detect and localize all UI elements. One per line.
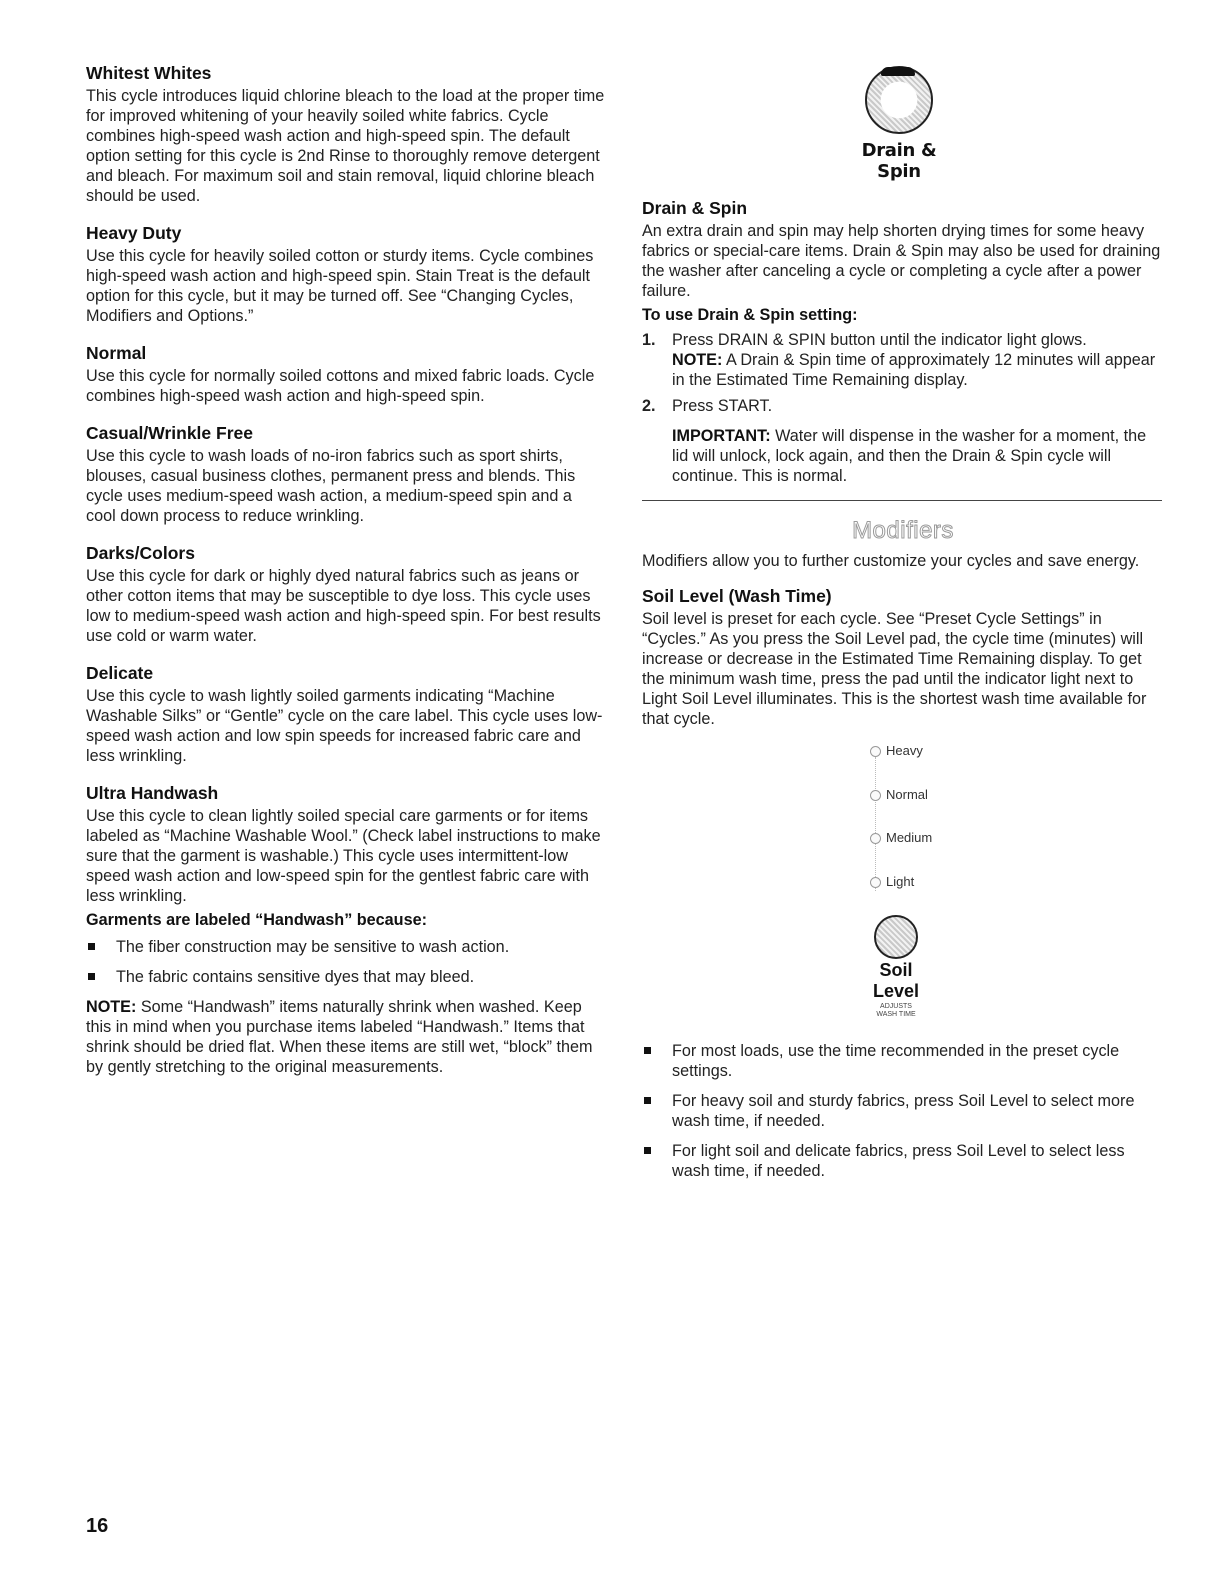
modifiers-heading: Modifiers: [852, 517, 954, 544]
section-whitest-whites: [86, 62, 606, 206]
note-text: Some “Handwash” items naturally shrink when washed. Keep this in mind when you purchase items labeled “Handwash.” Items that shrink should be dried flat. When these items are still wet, “block” them by gently stretching to the original measurements.: [86, 998, 593, 1076]
note-label: NOTE:: [86, 998, 137, 1016]
bullet-icon: [88, 973, 95, 980]
drain-spin-steps: [642, 330, 1164, 486]
section-title: Normal: [86, 343, 147, 363]
section-body: Use this cycle for dark or highly dyed natural fabrics such as jeans or other cotton items that may be susceptible to dye loss. This cycle uses low to medium-speed wash action and high-speed spin. For best results use cold or warm water.: [86, 567, 601, 645]
section-title: Ultra Handwash: [86, 783, 219, 803]
list-item: The fiber construction may be sensitive to wash action.: [86, 937, 606, 957]
bullet-icon: [644, 1097, 651, 1104]
section-ultra-handwash: [86, 782, 606, 906]
soil-knob-sub-2: WASH TIME: [876, 1011, 916, 1018]
section-body: Use this cycle to wash loads of no-iron fabrics such as sport shirts, blouses, casual business clothes, permanent press and blends. This cycle uses medium-speed wash action, a medium-speed spin and a cool down process to reduce wrinkling.: [86, 447, 576, 525]
knob-indicator: [881, 67, 915, 76]
section-title: Heavy Duty: [86, 223, 182, 243]
list-item: The fabric contains sensitive dyes that may bleed.: [86, 967, 606, 987]
step-item: 2. Press START. IMPORTANT: Water will dispense in the washer for a moment, the lid will unlock, lock again, and then the Drain & Spin cycle will continue. This is normal.: [642, 397, 1147, 485]
handwash-note: [86, 997, 606, 1077]
soil-level-knob-icon: [874, 915, 918, 959]
section-heavy-duty: [86, 222, 606, 326]
section-body: Use this cycle for heavily soiled cotton or sturdy items. Cycle combines high-speed wash action and high-speed spin. Stain Treat is the default option for this cycle, but it may be turned off. See “Changing Cycles, Modifiers and Options.”: [86, 247, 594, 325]
step-item: 1. Press DRAIN & SPIN button until the indicator light glows. NOTE: A Drain & Spin time of approximately 12 minutes will appear in the Estimated Time Remaining display.: [642, 331, 1156, 389]
soil-level-body: Soil level is preset for each cycle. See “Preset Cycle Settings” in “Cycles.” As you press the Soil Level pad, the cycle time (minutes) will increase or decrease in the Estimated Time Remaining display. To get the minimum wash time, press the pad until the indicator light next to Light Soil Level illuminates. This is the shortest wash time available for that cycle.: [642, 610, 1147, 728]
indicator-track: [875, 757, 876, 891]
drain-spin-title: Drain & Spin: [642, 198, 748, 218]
list-item: For most loads, use the time recommended in the preset cycle settings.: [642, 1041, 1164, 1081]
bullet-icon: [644, 1147, 651, 1154]
indicator-light-icon: [870, 790, 881, 801]
section-delicate: [86, 662, 606, 766]
soil-knob-label-1: Soil: [879, 960, 913, 980]
soil-knob-sub-1: ADJUSTS: [880, 1003, 912, 1010]
modifiers-intro: Modifiers allow you to further customize your cycles and save energy.: [642, 552, 1140, 570]
handwash-heading: Garments are labeled “Handwash” because:: [86, 911, 427, 929]
left-column: [86, 62, 606, 1077]
section-body: Use this cycle to clean lightly soiled special care garments or for items labeled as “Machine Washable Wool.” (Check label instructions to make sure that the garment is washable.) This cycle uses intermittent-low speed wash action and low-speed spin for the gentlest fabric care with less wrinkling.: [86, 807, 601, 905]
indicator-light-icon: [870, 746, 881, 757]
section-body: This cycle introduces liquid chlorine bleach to the load at the proper time for improved whitening of your heavily soiled white fabrics. Cycle combines high-speed wash action and high-speed spin. The default option setting for this cycle is 2nd Rinse to thoroughly remove detergent and bleach. For maximum soil and stain removal, liquid chlorine bleach should be used.: [86, 87, 605, 205]
drain-spin-knob-figure: [844, 66, 954, 182]
soil-indicator-medium: Medium: [870, 830, 932, 845]
drain-spin-body: An extra drain and spin may help shorten drying times for some heavy fabrics or special-care items. Drain & Spin may also be used for draining the washer after canceling a cycle or completing a cycle after a power failure.: [642, 222, 1161, 300]
bullet-icon: [644, 1047, 651, 1054]
right-column: [642, 197, 1164, 1191]
soil-level-diagram: [870, 743, 1010, 1033]
section-title: Casual/Wrinkle Free: [86, 423, 253, 443]
soil-level-tips: [642, 1041, 1164, 1181]
bullet-icon: [88, 943, 95, 950]
section-title: Darks/Colors: [86, 543, 195, 563]
soil-indicator-light: Light: [870, 874, 914, 889]
section-normal: [86, 342, 606, 406]
step-number: 2.: [642, 397, 656, 415]
section-darks-colors: [86, 542, 606, 646]
soil-level-title: Soil Level (Wash Time): [642, 586, 832, 606]
list-item: For light soil and delicate fabrics, press Soil Level to select less wash time, if needed.: [642, 1141, 1164, 1181]
section-title: Whitest Whites: [86, 63, 212, 83]
section-body: Use this cycle to wash lightly soiled garments indicating “Machine Washable Silks” or “Gentle” cycle on the care label. This cycle uses low-speed wash action and low spin speeds for increased fabric care and less wrinkling.: [86, 687, 603, 765]
section-title: Delicate: [86, 663, 154, 683]
section-casual-wrinkle-free: [86, 422, 606, 526]
indicator-light-icon: [870, 877, 881, 888]
drain-spin-knob-icon: [865, 66, 933, 134]
section-body: Use this cycle for normally soiled cottons and mixed fabric loads. Cycle combines high-speed wash action and high-speed spin.: [86, 367, 595, 405]
soil-indicator-heavy: Heavy: [870, 743, 923, 758]
handwash-list: [86, 937, 606, 987]
list-item: For heavy soil and sturdy fabrics, press Soil Level to select more wash time, if needed.: [642, 1091, 1164, 1131]
step-number: 1.: [642, 331, 656, 349]
soil-knob-label-2: Level: [872, 981, 920, 1001]
soil-indicator-normal: Normal: [870, 787, 928, 802]
indicator-light-icon: [870, 833, 881, 844]
drain-spin-use-heading: To use Drain & Spin setting:: [642, 306, 858, 324]
page-number: 16: [86, 1515, 109, 1537]
section-divider: [642, 500, 1162, 501]
knob-label: Drain & Spin: [861, 140, 937, 182]
